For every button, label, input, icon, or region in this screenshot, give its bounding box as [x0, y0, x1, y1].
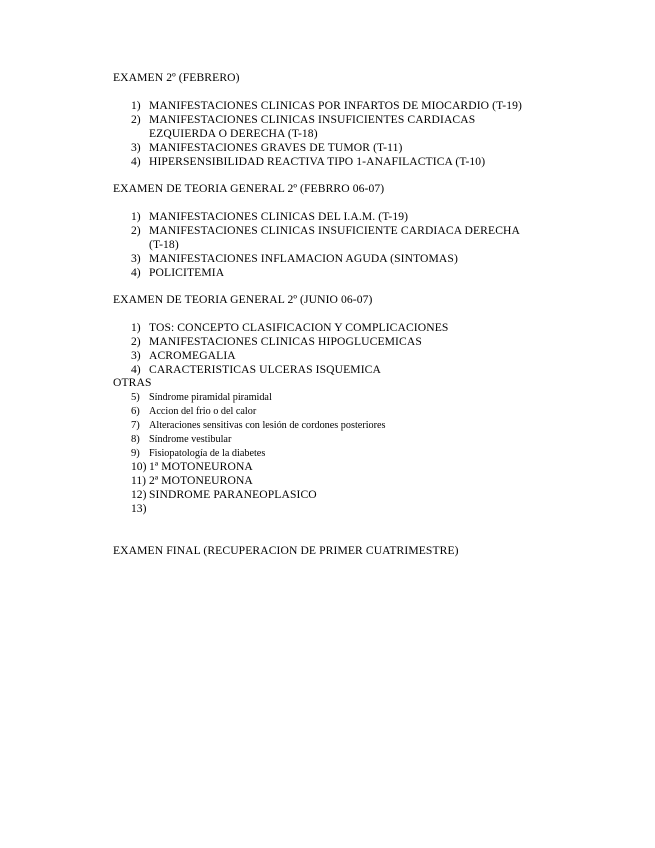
final-heading: EXAMEN FINAL (RECUPERACION DE PRIMER CUATRIMESTRE)	[113, 544, 459, 557]
item-number: 2)	[131, 113, 141, 126]
list-item: ACROMEGALIA	[149, 349, 236, 362]
item-number: 8)	[131, 434, 140, 445]
section-heading: EXAMEN DE TEORIA GENERAL 2º (FEBRRO 06-07)	[113, 182, 385, 195]
list-item-continuation: EZQUIERDA O DERECHA (T-18)	[149, 127, 318, 140]
list-item: SINDROME PARANEOPLASICO	[149, 488, 317, 501]
otras-label: OTRAS	[113, 376, 152, 389]
list-item: MANIFESTACIONES CLINICAS INSUFICIENTES CARDIACAS	[149, 113, 476, 126]
item-number: 1)	[131, 210, 141, 223]
list-item: Fisiopatología de la diabetes	[149, 448, 266, 459]
item-number: 10)	[131, 460, 147, 473]
section-heading: EXAMEN DE TEORIA GENERAL 2º (JUNIO 06-07)	[113, 293, 373, 306]
list-item: MANIFESTACIONES CLINICAS HIPOGLUCEMICAS	[149, 335, 422, 348]
item-number: 5)	[131, 392, 140, 403]
list-item: MANIFESTACIONES INFLAMACION AGUDA (SINTOMAS)	[149, 252, 458, 265]
list-item: Accion del frio o del calor	[149, 406, 257, 417]
item-number: 2)	[131, 224, 141, 237]
list-item: 1ª MOTONEURONA	[149, 460, 253, 473]
list-item: HIPERSENSIBILIDAD REACTIVA TIPO 1-ANAFILACTICA (T-10)	[149, 155, 486, 168]
list-item: MANIFESTACIONES CLINICAS INSUFICIENTE CARDIACA DERECHA	[149, 224, 520, 237]
list-item: Síndrome piramidal piramidal	[149, 392, 272, 403]
list-item: CARACTERISTICAS ULCERAS ISQUEMICA	[149, 363, 381, 376]
item-number: 4)	[131, 266, 141, 279]
list-item: MANIFESTACIONES CLINICAS POR INFARTOS DE MIOCARDIO (T-19)	[149, 99, 522, 112]
item-number: 1)	[131, 99, 141, 112]
section-heading: EXAMEN 2º (FEBRERO)	[113, 71, 240, 84]
list-item: Alteraciones sensitivas con lesión de cordones posteriores	[149, 420, 386, 431]
list-item: 2ª MOTONEURONA	[149, 474, 253, 487]
item-number: 13)	[131, 502, 147, 515]
list-item: Síndrome vestibular	[149, 434, 232, 445]
item-number: 7)	[131, 420, 140, 431]
list-item: MANIFESTACIONES CLINICAS DEL I.A.M. (T-19)	[149, 210, 409, 223]
item-number: 9)	[131, 448, 140, 459]
item-number: 6)	[131, 406, 140, 417]
item-number: 4)	[131, 155, 141, 168]
list-item-continuation: (T-18)	[149, 238, 179, 251]
item-number: 1)	[131, 321, 141, 334]
item-number: 11)	[131, 474, 147, 487]
list-item: POLICITEMIA	[149, 266, 225, 279]
list-item: MANIFESTACIONES GRAVES DE TUMOR (T-11)	[149, 141, 403, 154]
item-number: 3)	[131, 141, 141, 154]
item-number: 3)	[131, 252, 141, 265]
item-number: 4)	[131, 363, 141, 376]
item-number: 3)	[131, 349, 141, 362]
item-number: 12)	[131, 488, 147, 501]
item-number: 2)	[131, 335, 141, 348]
list-item: TOS: CONCEPTO CLASIFICACION Y COMPLICACIONES	[149, 321, 449, 334]
